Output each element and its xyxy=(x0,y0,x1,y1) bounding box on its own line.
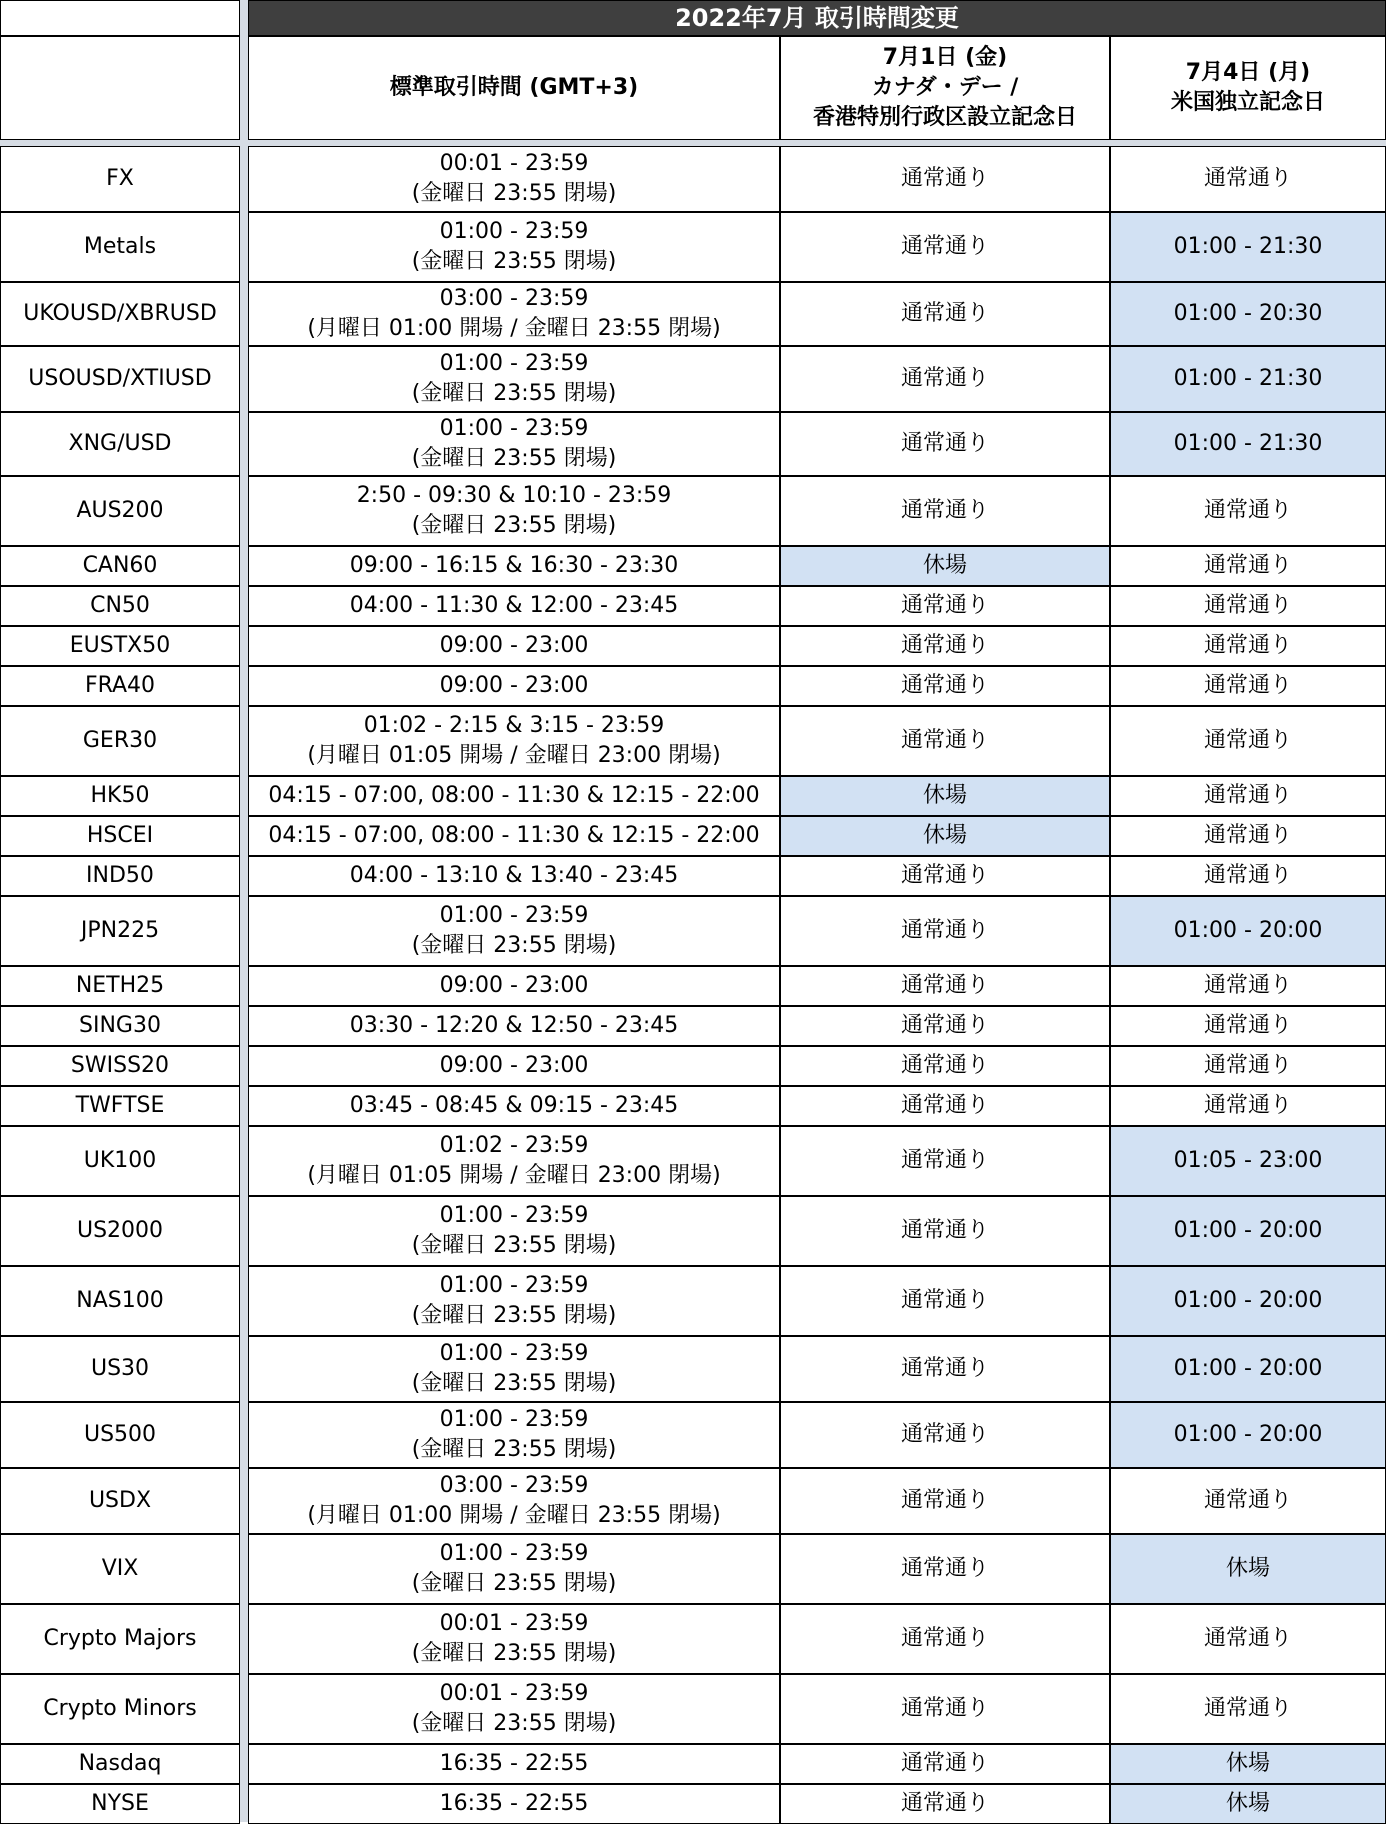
standard-hours-cell xyxy=(248,586,780,626)
instrument-cell-text: Nasdaq xyxy=(78,1751,162,1776)
standard-hours-cell-text: 16:35 - 22:55 xyxy=(439,1791,589,1816)
standard-hours-cell-text: 01:00 - 23:59 (金曜日 23:55 閉場) xyxy=(411,351,617,406)
july-4-cell-text: 通常通り xyxy=(1203,633,1292,658)
standard-hours-cell xyxy=(248,1468,780,1534)
july-1-cell-text: 通常通り xyxy=(900,863,989,888)
header-standard-hours: 標準取引時間 (GMT+3) xyxy=(248,36,780,140)
july-4-cell-text: 01:00 - 20:00 xyxy=(1173,1356,1323,1381)
standard-hours-cell-text: 04:15 - 07:00, 08:00 - 11:30 & 12:15 - 22:00 xyxy=(268,823,760,848)
instrument-cell-text: US30 xyxy=(90,1356,150,1381)
instrument-cell xyxy=(0,1468,240,1534)
july-4-cell-text: 通常通り xyxy=(1203,973,1292,998)
july-1-cell xyxy=(780,586,1110,626)
july-1-cell-text: 通常通り xyxy=(900,1053,989,1078)
july-1-cell xyxy=(780,1046,1110,1086)
july-1-cell-text: 通常通り xyxy=(900,1013,989,1038)
july-1-cell xyxy=(780,1086,1110,1126)
instrument-cell xyxy=(0,666,240,706)
standard-hours-cell xyxy=(248,706,780,776)
standard-hours-cell-text: 01:00 - 23:59 (金曜日 23:55 閉場) xyxy=(411,1203,617,1258)
july-1-cell-text: 通常通り xyxy=(900,1356,989,1381)
instrument-cell xyxy=(0,1604,240,1674)
standard-hours-cell-text: 01:02 - 23:59 (月曜日 01:05 開場 / 金曜日 23:00 閉場) xyxy=(307,1133,721,1188)
standard-hours-cell xyxy=(248,1086,780,1126)
july-4-cell-text: 通常通り xyxy=(1203,593,1292,618)
corner-top-cell xyxy=(0,0,240,36)
header-july-1: 7月1日 (金) カナダ・デー / 香港特別行政区設立記念日 xyxy=(780,36,1110,140)
july-1-cell xyxy=(780,856,1110,896)
standard-hours-cell-text: 01:00 - 23:59 (金曜日 23:55 閉場) xyxy=(411,416,617,471)
july-4-cell-text: 通常通り xyxy=(1203,1093,1292,1118)
july-4-cell-text: 01:00 - 20:00 xyxy=(1173,1288,1323,1313)
instrument-cell-text: XNG/USD xyxy=(68,431,172,456)
july-1-cell xyxy=(780,1336,1110,1402)
standard-hours-cell xyxy=(248,282,780,346)
standard-hours-cell xyxy=(248,1784,780,1824)
july-4-cell-text: 休場 xyxy=(1225,1791,1270,1816)
standard-hours-cell-text: 09:00 - 23:00 xyxy=(439,633,589,658)
july-1-cell-text: 通常通り xyxy=(900,498,989,523)
instrument-cell-text: AUS200 xyxy=(76,498,164,523)
instrument-cell xyxy=(0,1196,240,1266)
july-1-cell xyxy=(780,1196,1110,1266)
july-4-cell-text: 01:00 - 21:30 xyxy=(1173,234,1323,259)
july-1-cell-text: 通常通り xyxy=(900,1218,989,1243)
instrument-cell-text: HK50 xyxy=(90,783,150,808)
july-4-cell-text: 通常通り xyxy=(1203,673,1292,698)
july-4-cell xyxy=(1110,282,1386,346)
standard-hours-cell xyxy=(248,1196,780,1266)
july-1-cell xyxy=(780,1604,1110,1674)
july-1-cell-text: 通常通り xyxy=(900,431,989,456)
july-4-cell-text: 通常通り xyxy=(1203,498,1292,523)
july-4-cell-text: 通常通り xyxy=(1203,553,1292,578)
instrument-cell xyxy=(0,1126,240,1196)
july-1-cell xyxy=(780,1674,1110,1744)
standard-hours-cell xyxy=(248,1266,780,1336)
july-4-cell xyxy=(1110,816,1386,856)
july-4-cell-text: 01:05 - 23:00 xyxy=(1173,1148,1323,1173)
standard-hours-cell xyxy=(248,666,780,706)
instrument-cell xyxy=(0,412,240,476)
standard-hours-cell-text: 01:00 - 23:59 (金曜日 23:55 閉場) xyxy=(411,1273,617,1328)
july-1-cell xyxy=(780,1468,1110,1534)
instrument-cell xyxy=(0,546,240,586)
standard-hours-cell xyxy=(248,1604,780,1674)
corner-header-cell xyxy=(0,36,240,140)
instrument-cell-text: USOUSD/XTIUSD xyxy=(28,366,212,391)
july-1-cell xyxy=(780,706,1110,776)
instrument-cell-text: IND50 xyxy=(86,863,154,888)
july-1-cell xyxy=(780,476,1110,546)
july-1-cell-text: 通常通り xyxy=(900,593,989,618)
july-4-cell-text: 01:00 - 20:00 xyxy=(1173,918,1323,943)
standard-hours-cell xyxy=(248,546,780,586)
july-1-cell xyxy=(780,626,1110,666)
july-1-cell xyxy=(780,1744,1110,1784)
standard-hours-cell-text: 03:00 - 23:59 (月曜日 01:00 開場 / 金曜日 23:55 閉場) xyxy=(307,1473,721,1528)
july-4-cell xyxy=(1110,1006,1386,1046)
july-1-cell xyxy=(780,412,1110,476)
july-1-cell-text: 休場 xyxy=(922,553,967,578)
standard-hours-cell xyxy=(248,212,780,282)
standard-hours-cell-text: 09:00 - 23:00 xyxy=(439,673,589,698)
july-4-cell-text: 通常通り xyxy=(1203,1488,1292,1513)
standard-hours-cell-text: 00:01 - 23:59 (金曜日 23:55 閉場) xyxy=(411,1681,617,1736)
july-1-cell-text: 通常通り xyxy=(900,1626,989,1651)
july-4-cell-text: 通常通り xyxy=(1203,783,1292,808)
standard-hours-cell xyxy=(248,412,780,476)
july-1-cell-text: 通常通り xyxy=(900,1696,989,1721)
instrument-cell xyxy=(0,476,240,546)
instrument-cell-text: SING30 xyxy=(79,1013,161,1038)
instrument-cell-text: FRA40 xyxy=(84,673,156,698)
column-separator xyxy=(240,0,248,1822)
july-4-cell-text: 01:00 - 21:30 xyxy=(1173,366,1323,391)
july-4-cell xyxy=(1110,346,1386,412)
july-4-cell xyxy=(1110,1086,1386,1126)
july-4-cell-text: 通常通り xyxy=(1203,1696,1292,1721)
july-1-cell xyxy=(780,346,1110,412)
july-4-cell xyxy=(1110,1534,1386,1604)
july-1-cell-text: 通常通り xyxy=(900,1422,989,1447)
july-4-cell xyxy=(1110,1674,1386,1744)
standard-hours-cell-text: 04:15 - 07:00, 08:00 - 11:30 & 12:15 - 22:00 xyxy=(268,783,760,808)
instrument-cell xyxy=(0,146,240,212)
july-4-cell xyxy=(1110,586,1386,626)
standard-hours-cell xyxy=(248,1534,780,1604)
instrument-cell xyxy=(0,212,240,282)
july-4-cell xyxy=(1110,1468,1386,1534)
instrument-cell xyxy=(0,896,240,966)
instrument-cell-text: SWISS20 xyxy=(70,1053,170,1078)
july-4-cell xyxy=(1110,626,1386,666)
standard-hours-cell xyxy=(248,1006,780,1046)
july-4-cell-text: 01:00 - 20:00 xyxy=(1173,1218,1323,1243)
july-4-cell-text: 通常通り xyxy=(1203,1013,1292,1038)
july-1-cell xyxy=(780,1126,1110,1196)
july-1-cell xyxy=(780,1784,1110,1824)
july-1-cell xyxy=(780,146,1110,212)
july-4-cell-text: 通常通り xyxy=(1203,728,1292,753)
instrument-cell xyxy=(0,966,240,1006)
july-1-cell-text: 通常通り xyxy=(900,728,989,753)
standard-hours-cell-text: 09:00 - 23:00 xyxy=(439,1053,589,1078)
july-1-cell xyxy=(780,1006,1110,1046)
july-4-cell xyxy=(1110,546,1386,586)
standard-hours-cell-text: 01:00 - 23:59 (金曜日 23:55 閉場) xyxy=(411,1541,617,1596)
july-1-cell xyxy=(780,212,1110,282)
july-1-cell-text: 通常通り xyxy=(900,1751,989,1776)
july-4-cell-text: 通常通り xyxy=(1203,166,1292,191)
instrument-cell xyxy=(0,816,240,856)
standard-hours-cell-text: 03:30 - 12:20 & 12:50 - 23:45 xyxy=(349,1013,679,1038)
july-1-cell-text: 通常通り xyxy=(900,166,989,191)
standard-hours-cell xyxy=(248,856,780,896)
standard-hours-cell xyxy=(248,966,780,1006)
standard-hours-cell xyxy=(248,1402,780,1468)
july-1-cell xyxy=(780,546,1110,586)
july-4-cell xyxy=(1110,212,1386,282)
instrument-cell-text: NETH25 xyxy=(75,973,165,998)
july-1-cell-text: 通常通り xyxy=(900,673,989,698)
instrument-cell-text: CAN60 xyxy=(82,553,158,578)
instrument-cell xyxy=(0,1784,240,1824)
july-1-cell-text: 通常通り xyxy=(900,1148,989,1173)
july-1-cell xyxy=(780,282,1110,346)
instrument-cell xyxy=(0,346,240,412)
standard-hours-cell-text: 01:00 - 23:59 (金曜日 23:55 閉場) xyxy=(411,1407,617,1462)
july-1-cell-text: 通常通り xyxy=(900,366,989,391)
july-4-cell xyxy=(1110,1402,1386,1468)
instrument-cell xyxy=(0,1402,240,1468)
instrument-cell-text: Crypto Minors xyxy=(43,1696,197,1721)
july-4-cell xyxy=(1110,1604,1386,1674)
instrument-cell-text: CN50 xyxy=(90,593,150,618)
instrument-cell xyxy=(0,1266,240,1336)
instrument-cell xyxy=(0,1336,240,1402)
standard-hours-cell-text: 01:02 - 2:15 & 3:15 - 23:59 (月曜日 01:05 開場 / 金曜日 23:00 閉場) xyxy=(307,713,721,768)
instrument-cell-text: NAS100 xyxy=(76,1288,164,1313)
instrument-cell xyxy=(0,1674,240,1744)
july-4-cell-text: 休場 xyxy=(1225,1751,1270,1776)
standard-hours-cell-text: 01:00 - 23:59 (金曜日 23:55 閉場) xyxy=(411,1341,617,1396)
instrument-cell xyxy=(0,776,240,816)
instrument-cell xyxy=(0,1046,240,1086)
july-1-cell-text: 通常通り xyxy=(900,1488,989,1513)
july-4-cell xyxy=(1110,966,1386,1006)
july-4-cell xyxy=(1110,1266,1386,1336)
standard-hours-cell xyxy=(248,346,780,412)
july-4-cell-text: 通常通り xyxy=(1203,1053,1292,1078)
july-4-cell-text: 通常通り xyxy=(1203,1626,1292,1651)
july-1-cell xyxy=(780,896,1110,966)
instrument-cell-text: VIX xyxy=(101,1556,139,1581)
standard-hours-cell-text: 01:00 - 23:59 (金曜日 23:55 閉場) xyxy=(411,219,617,274)
july-1-cell xyxy=(780,776,1110,816)
instrument-cell-text: NYSE xyxy=(91,1791,149,1816)
july-1-cell-text: 通常通り xyxy=(900,234,989,259)
instrument-cell xyxy=(0,1006,240,1046)
july-1-cell-text: 通常通り xyxy=(900,973,989,998)
july-1-cell-text: 休場 xyxy=(922,783,967,808)
instrument-cell-text: US500 xyxy=(83,1422,157,1447)
july-4-cell xyxy=(1110,476,1386,546)
standard-hours-cell-text: 03:45 - 08:45 & 09:15 - 23:45 xyxy=(349,1093,679,1118)
standard-hours-cell xyxy=(248,1674,780,1744)
instrument-cell-text: US2000 xyxy=(76,1218,164,1243)
instrument-cell-text: UKOUSD/XBRUSD xyxy=(23,301,217,326)
instrument-cell-text: HSCEI xyxy=(86,823,154,848)
standard-hours-cell-text: 00:01 - 23:59 (金曜日 23:55 閉場) xyxy=(411,151,617,206)
july-4-cell xyxy=(1110,666,1386,706)
july-4-cell-text: 通常通り xyxy=(1203,863,1292,888)
july-1-cell-text: 通常通り xyxy=(900,1556,989,1581)
standard-hours-cell xyxy=(248,816,780,856)
instrument-cell xyxy=(0,706,240,776)
july-1-cell-text: 通常通り xyxy=(900,1093,989,1118)
july-4-cell-text: 01:00 - 20:30 xyxy=(1173,301,1323,326)
standard-hours-cell-text: 09:00 - 16:15 & 16:30 - 23:30 xyxy=(349,553,679,578)
standard-hours-cell xyxy=(248,1744,780,1784)
instrument-cell-text: TWFTSE xyxy=(75,1093,165,1118)
july-4-cell xyxy=(1110,1744,1386,1784)
standard-hours-cell xyxy=(248,626,780,666)
header-july-4: 7月4日 (月) 米国独立記念日 xyxy=(1110,36,1386,140)
table-title: 2022年7月 取引時間変更 xyxy=(248,0,1386,36)
july-1-cell-text: 通常通り xyxy=(900,633,989,658)
july-4-cell xyxy=(1110,896,1386,966)
standard-hours-cell-text: 01:00 - 23:59 (金曜日 23:55 閉場) xyxy=(411,903,617,958)
standard-hours-cell-text: 00:01 - 23:59 (金曜日 23:55 閉場) xyxy=(411,1611,617,1666)
july-1-cell-text: 通常通り xyxy=(900,301,989,326)
instrument-cell-text: UK100 xyxy=(83,1148,157,1173)
standard-hours-cell xyxy=(248,1126,780,1196)
instrument-cell xyxy=(0,282,240,346)
instrument-cell-text: EUSTX50 xyxy=(69,633,171,658)
standard-hours-cell xyxy=(248,1046,780,1086)
july-1-cell xyxy=(780,666,1110,706)
july-1-cell-text: 通常通り xyxy=(900,1288,989,1313)
july-4-cell xyxy=(1110,1126,1386,1196)
instrument-cell-text: Crypto Majors xyxy=(43,1626,197,1651)
july-1-cell-text: 通常通り xyxy=(900,918,989,943)
instrument-cell xyxy=(0,1744,240,1784)
july-4-cell xyxy=(1110,1784,1386,1824)
july-1-cell-text: 休場 xyxy=(922,823,967,848)
july-4-cell xyxy=(1110,1046,1386,1086)
standard-hours-cell xyxy=(248,776,780,816)
instrument-cell xyxy=(0,856,240,896)
july-4-cell xyxy=(1110,1196,1386,1266)
standard-hours-cell-text: 04:00 - 13:10 & 13:40 - 23:45 xyxy=(349,863,679,888)
standard-hours-cell xyxy=(248,476,780,546)
july-4-cell-text: 休場 xyxy=(1225,1556,1270,1581)
instrument-cell xyxy=(0,626,240,666)
standard-hours-cell xyxy=(248,146,780,212)
july-4-cell-text: 01:00 - 21:30 xyxy=(1173,431,1323,456)
july-4-cell xyxy=(1110,146,1386,212)
july-1-cell xyxy=(780,816,1110,856)
july-1-cell-text: 通常通り xyxy=(900,1791,989,1816)
standard-hours-cell-text: 04:00 - 11:30 & 12:00 - 23:45 xyxy=(349,593,679,618)
july-4-cell-text: 01:00 - 20:00 xyxy=(1173,1422,1323,1447)
july-1-cell xyxy=(780,966,1110,1006)
standard-hours-cell-text: 09:00 - 23:00 xyxy=(439,973,589,998)
standard-hours-cell-text: 16:35 - 22:55 xyxy=(439,1751,589,1776)
standard-hours-cell xyxy=(248,1336,780,1402)
july-1-cell xyxy=(780,1534,1110,1604)
july-1-cell xyxy=(780,1266,1110,1336)
instrument-cell xyxy=(0,586,240,626)
july-4-cell xyxy=(1110,856,1386,896)
standard-hours-cell-text: 03:00 - 23:59 (月曜日 01:00 開場 / 金曜日 23:55 閉場) xyxy=(307,286,721,341)
july-4-cell xyxy=(1110,1336,1386,1402)
july-4-cell xyxy=(1110,706,1386,776)
instrument-cell-text: JPN225 xyxy=(80,918,160,943)
instrument-cell-text: FX xyxy=(106,166,134,191)
standard-hours-cell-text: 2:50 - 09:30 & 10:10 - 23:59 (金曜日 23:55 閉場) xyxy=(356,483,672,538)
instrument-cell xyxy=(0,1086,240,1126)
instrument-cell xyxy=(0,1534,240,1604)
july-1-cell xyxy=(780,1402,1110,1468)
instrument-cell-text: Metals xyxy=(83,234,157,259)
standard-hours-cell xyxy=(248,896,780,966)
instrument-cell-text: GER30 xyxy=(82,728,158,753)
july-4-cell xyxy=(1110,412,1386,476)
july-4-cell-text: 通常通り xyxy=(1203,823,1292,848)
instrument-cell-text: USDX xyxy=(88,1488,152,1513)
july-4-cell xyxy=(1110,776,1386,816)
